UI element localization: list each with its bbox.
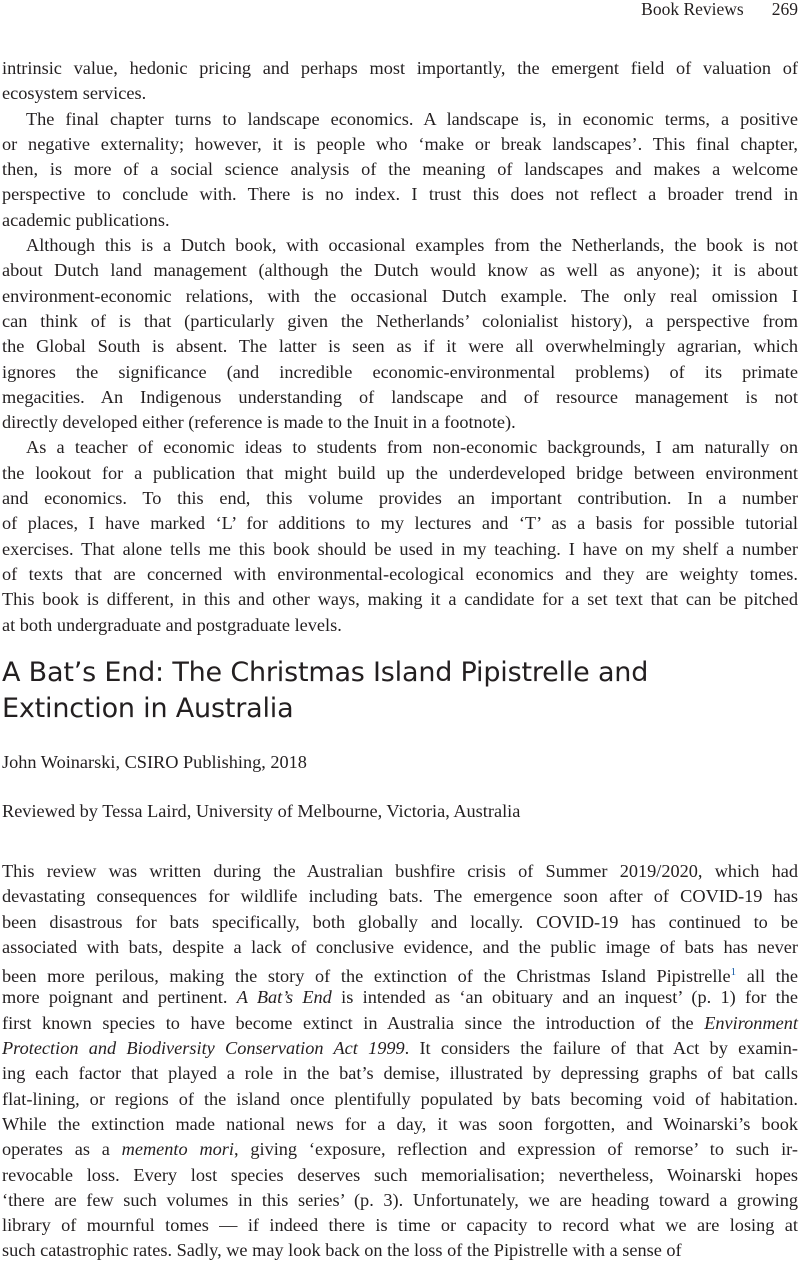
text-line <box>2 360 798 385</box>
text-line <box>2 562 798 587</box>
text-segment: ‘there are few such volumes in this series’ (p. 3). Unfortunately, we are heading toward a growing <box>2 1189 798 1210</box>
text-line <box>2 1087 798 1112</box>
text-line <box>2 511 798 536</box>
running-header <box>613 0 798 20</box>
text-line <box>2 81 798 106</box>
text-segment: , giving ‘exposure, reflection and expression of remorse’ to such ir- <box>233 1139 798 1160</box>
text-segment: . It considers the failure of that Act by examin- <box>404 1038 798 1059</box>
text-segment: about Dutch land management (although the Dutch would know as well as anyone); it is about <box>2 260 798 281</box>
text-line <box>2 1238 798 1263</box>
text-line <box>2 1061 798 1086</box>
text-segment: exercises. That alone tells me this book should be used in my teaching. I have on my shelf a number <box>2 538 798 559</box>
text-line <box>2 859 798 884</box>
italic-text: Environment <box>704 1012 798 1033</box>
text-line <box>2 334 798 359</box>
text-segment: the Global South is absent. The latter is seen as if it were all overwhelmingly agrarian, which <box>2 336 798 357</box>
text-segment: can think of is that (particularly given the Netherlands’ colonialist history), a perspective from <box>2 310 798 331</box>
text-line <box>2 613 798 638</box>
paragraph <box>2 107 798 233</box>
text-segment: of texts that are concerned with environmental-ecological economics and they are weighty tomes. <box>2 563 798 584</box>
text-line <box>2 284 798 309</box>
text-line <box>2 385 798 410</box>
text-segment: or negative externality; however, it is people who ‘make or break landscapes’. This final chapter, <box>2 133 798 154</box>
review-title-line: Extinction in Australia <box>2 693 294 724</box>
text-line <box>2 233 798 258</box>
text-segment: ecosystem services. <box>2 83 147 104</box>
text-line <box>2 910 798 935</box>
text-segment: first known species to have become extinct in Australia since the introduction of the <box>2 1012 705 1033</box>
text-line <box>2 486 798 511</box>
text-segment: This review was written during the Australian bushfire crisis of Summer 2019/2020, which had <box>2 861 798 881</box>
text-segment: intrinsic value, hedonic pricing and perhaps most importantly, the emergent field of valuation of <box>2 58 798 78</box>
review-title <box>2 655 648 727</box>
italic-text: memento mori <box>121 1139 234 1160</box>
text-segment: then, is more of a social science analysis of the meaning of landscapes and makes a welcome <box>2 159 798 180</box>
text-segment: is intended as ‘an obituary and an inquest’ (p. 1) for the <box>331 987 798 1008</box>
text-segment: library of mournful tomes — if indeed there is time or capacity to record what we are losing at <box>2 1215 798 1236</box>
review-title-line: A Bat’s End: The Christmas Island Pipistrelle and <box>2 657 649 688</box>
review-body <box>2 859 798 1264</box>
text-line <box>2 208 798 233</box>
text-line <box>2 884 798 909</box>
text-line <box>2 537 798 562</box>
text-line <box>2 1112 798 1137</box>
italic-text: A Bat’s End <box>236 987 332 1008</box>
page-number: 269 <box>771 0 798 19</box>
text-line <box>2 1011 798 1036</box>
text-segment: directly developed either (reference is made to the Inuit in a footnote). <box>2 412 516 433</box>
text-line <box>2 182 798 207</box>
paragraph <box>2 56 798 107</box>
text-segment: and economics. To this end, this volume provides an important contribution. In a number <box>2 488 798 509</box>
text-segment: at both undergraduate and postgraduate levels. <box>2 614 342 635</box>
text-line <box>2 935 798 960</box>
italic-text: Protection and Biodiversity Conservation Act 1999 <box>2 1038 405 1059</box>
text-segment: been disastrous for bats specifically, both globally and locally. COVID-19 has continued to be <box>2 911 798 932</box>
text-line <box>2 960 798 985</box>
text-segment: While the extinction made national news for a day, it was soon forgotten, and Woinarski’s book <box>2 1113 798 1134</box>
text-segment: of places, I have marked ‘L’ for additions to my lectures and ‘T’ as a basis for possible tutorial <box>2 513 798 534</box>
text-segment: the lookout for a publication that might build up the underdeveloped bridge between environment <box>2 462 798 483</box>
text-line <box>2 461 798 486</box>
text-segment: devastating consequences for wildlife including bats. The emergence soon after of COVID-19 has <box>2 886 798 907</box>
text-line <box>2 410 798 435</box>
text-line <box>2 309 798 334</box>
text-segment: ignores the significance (and incredible economic-environmental problems) of its primate <box>2 361 798 382</box>
text-line <box>2 258 798 283</box>
text-segment: megacities. An Indigenous understanding of landscape and of resource management is not <box>2 386 798 407</box>
text-line <box>2 435 798 460</box>
text-segment: academic publications. <box>2 209 170 230</box>
text-segment: operates as a <box>2 1139 122 1160</box>
text-line <box>2 1163 798 1188</box>
text-segment: The final chapter turns to landscape economics. A landscape is, in economic terms, a positive <box>26 108 798 129</box>
text-line <box>2 1036 798 1061</box>
text-line <box>2 1188 798 1213</box>
paragraph <box>2 435 798 637</box>
text-segment: This book is different, in this and other ways, making it a candidate for a set text that can be pitched <box>2 589 798 610</box>
text-line <box>2 1213 798 1238</box>
text-line <box>2 157 798 182</box>
text-line <box>2 132 798 157</box>
text-segment: such catastrophic rates. Sadly, we may look back on the loss of the Pipistrelle with a sense of <box>2 1240 682 1261</box>
paragraph <box>2 233 798 435</box>
text-segment: been more perilous, making the story of the extinction of the Christmas Island Pipistrelle <box>2 966 731 987</box>
reviewer-info: Reviewed by Tessa Laird, University of Melbourne, Victoria, Australia <box>2 801 521 821</box>
text-segment: more poignant and pertinent. <box>2 987 237 1008</box>
footnote-reference[interactable]: 1 <box>730 966 737 979</box>
text-line <box>2 56 798 81</box>
text-segment: flat-lining, or regions of the island once plentifully populated by bats becoming void of habitation. <box>2 1088 798 1109</box>
text-segment: all the <box>736 966 799 987</box>
text-segment: perspective to conclude with. There is no index. I trust this does not reflect a broader trend in <box>2 184 798 205</box>
text-segment: environment-economic relations, with the occasional Dutch example. The only real omission I <box>2 285 798 306</box>
text-segment: As a teacher of economic ideas to students from non-economic backgrounds, I am naturally on <box>26 437 798 458</box>
paragraph <box>2 859 798 1264</box>
text-segment: associated with bats, despite a lack of conclusive evidence, and the public image of bats has never <box>2 936 798 957</box>
text-line <box>2 1137 798 1162</box>
text-segment: ing each factor that played a role in the bat’s demise, illustrated by depressing graphs of bat calls <box>2 1063 798 1084</box>
running-header-section: Book Reviews <box>641 0 744 19</box>
text-line <box>2 985 798 1010</box>
text-line <box>2 107 798 132</box>
text-segment: Although this is a Dutch book, with occasional examples from the Netherlands, the book is not <box>26 235 798 256</box>
text-line <box>2 587 798 612</box>
book-info: John Woinarski, CSIRO Publishing, 2018 <box>2 752 307 772</box>
previous-review-body <box>2 56 798 638</box>
text-segment: revocable loss. Every lost species deserves such memorialisation; nevertheless, Woinarski hopes <box>2 1164 798 1185</box>
